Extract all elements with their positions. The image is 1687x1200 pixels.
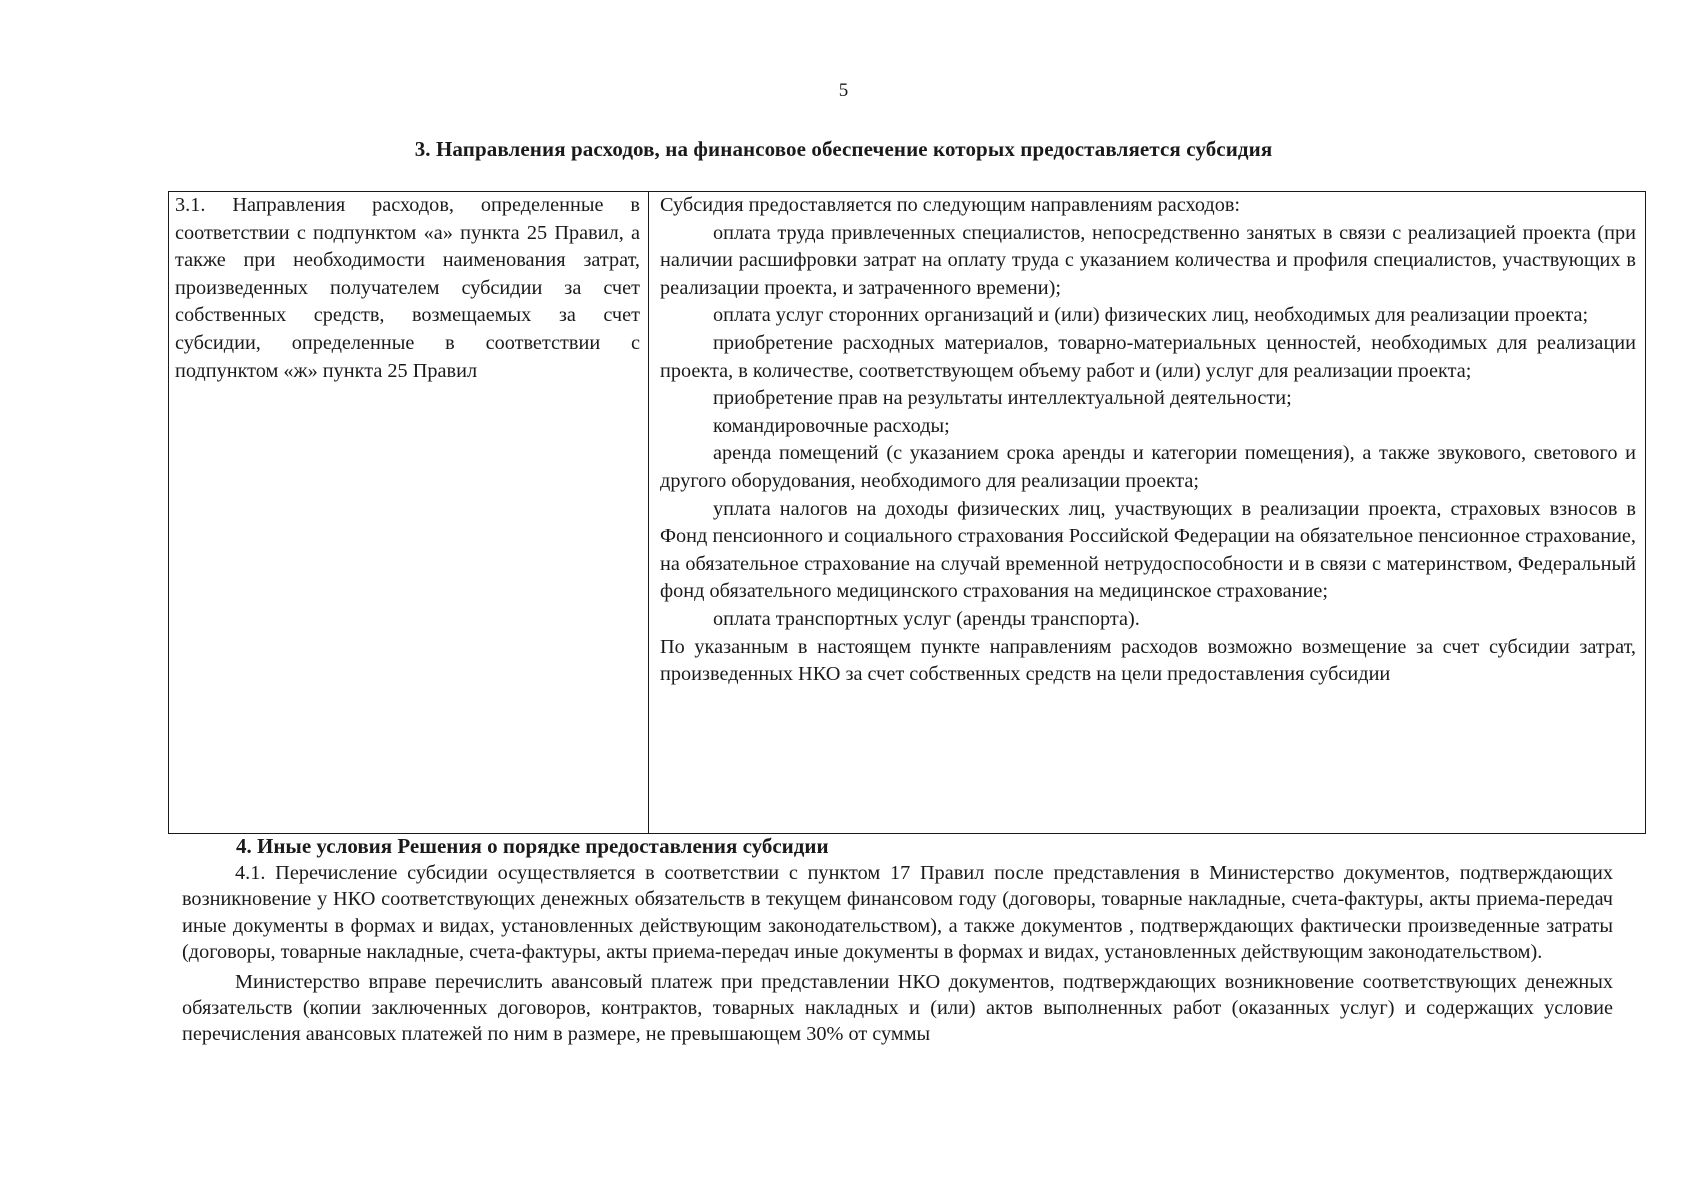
direction-item: оплата труда привлеченных специалистов, непосредственно занятых в связи с реализацией проекта (при наличии расшифровки затрат на оплату труда с указанием количества и профиля специалистов, участвующих в реализации проекта, и затраченного времени); — [660, 221, 1636, 299]
direction-item: командировочные расходы; — [713, 414, 950, 437]
direction-item: приобретение прав на результаты интеллектуальной деятельности; — [713, 387, 1292, 410]
table-left-cell: 3.1. Направления расходов, определенные в соответствии с подпунктом «а» пункта 25 Правил, а также при необходимости наименования затрат, произведенных получателем субсидии за счет собственных средств, возмещаемых за счет субсидии, определенные в соответствии с подпунктом «ж» пункта 25 Правил — [169, 192, 649, 833]
section-4-body — [182, 860, 1613, 1051]
paragraph: Министерство вправе перечислить авансовый платеж при представлении НКО документов, подтверждающих возникновение соответствующих денежных обязательств (копии заключенных договоров, контрактов, товарных накладных и (или) актов выполненных работ (оказанных услуг) и содержащих условие перечисления авансовых платежей по ним в размере, не превышающем 30% от суммы — [182, 970, 1613, 1046]
direction-item: приобретение расходных материалов, товарно-материальных ценностей, необходимых для реализации проекта, в количестве, соответствующем объему работ и (или) услуг для реализации проекта; — [660, 331, 1636, 382]
direction-item: уплата налогов на доходы физических лиц, участвующих в реализации проекта, страховых взносов в Фонд пенсионного и социального страхования Российской Федерации на обязательное пенсионное страхование, на обязательное страхование на случай временной нетрудоспособности и в связи с материнством, Федеральный фонд обязательного медицинского страхования на медицинское страхование; — [660, 497, 1636, 603]
table-right-cell — [649, 192, 1645, 833]
direction-item: оплата услуг сторонних организаций и (или) физических лиц, необходимых для реализации проекта; — [713, 304, 1589, 327]
section-4-title: 4. Иные условия Решения о порядке предоставления субсидии — [236, 834, 829, 858]
direction-item: оплата транспортных услуг (аренды транспорта). — [713, 607, 1140, 630]
direction-item: аренда помещений (с указанием срока аренды и категории помещения), а также звукового, светового и другого оборудования, необходимого для реализации проекта; — [660, 442, 1636, 492]
page-number: 5 — [838, 80, 849, 101]
directions-outro: По указанным в настоящем пункте направлениям расходов возможно возмещение за счет субсидии затрат, произведенных НКО за счет собственных средств на цели предоставления субсидии — [660, 635, 1636, 686]
section-3-title: 3. Направления расходов, на финансовое обеспечение которых предоставляется субсидия — [414, 137, 1273, 161]
paragraph: 4.1. Перечисление субсидии осуществляется в соответствии с пунктом 17 Правил после представления в Министерство документов, подтверждающих возникновение у НКО соответствующих денежных обязательств в текущем финансовом году (договоры, товарные накладные, счета-фактуры, акты приема-передач иные документы в формах и видах, установленных действующим законодательством), а также документов , подтверждающих фактически произведенные затраты (договоры, товарные накладные, счета-фактуры, акты приема-передач иные документы в формах и видах, установленных действующим законодательством). — [182, 862, 1613, 964]
expense-directions-table — [168, 191, 1646, 834]
directions-intro: Субсидия предоставляется по следующим направлениям расходов: — [660, 194, 1241, 216]
